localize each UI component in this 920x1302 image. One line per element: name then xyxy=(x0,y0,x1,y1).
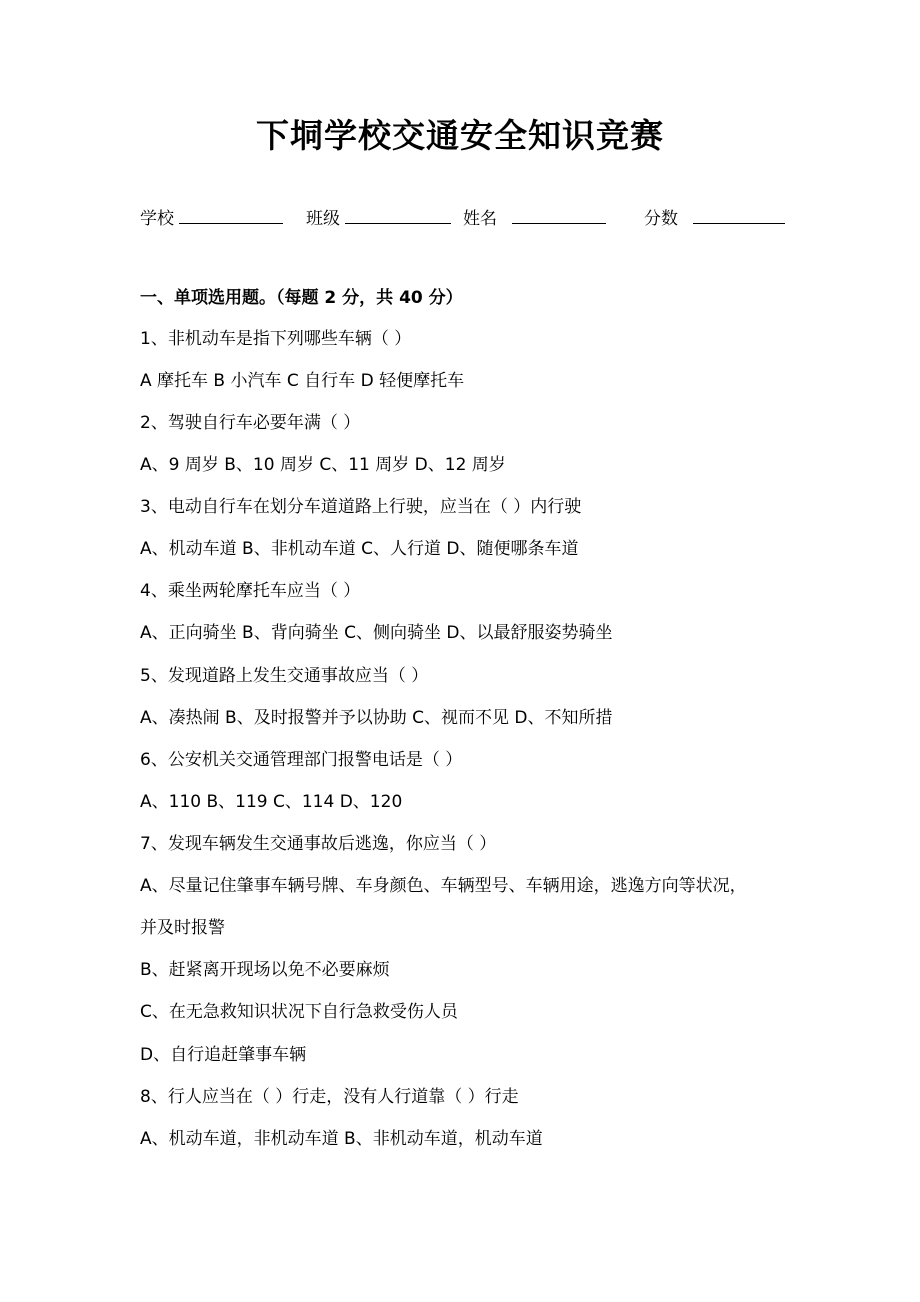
options-line: A、正向骑坐 B、背向骑坐 C、侧向骑坐 D、以最舒服姿势骑坐 xyxy=(140,623,613,643)
options-line: A、凑热闹 B、及时报警并予以协助 C、视而不见 D、不知所措 xyxy=(140,708,613,728)
school-blank xyxy=(179,205,283,224)
school-label: 学校 xyxy=(140,209,174,229)
question-line: 3、电动自行车在划分车道道路上行驶，应当在（ ）内行驶 xyxy=(140,497,582,517)
name-field xyxy=(463,205,606,232)
options-line: A、110 B、119 C、114 D、120 xyxy=(140,792,403,812)
section-heading: 一、单项选用题。（每题 2 分，共 40 分） xyxy=(140,288,463,308)
question-line: 8、行人应当在（ ）行走，没有人行道靠（ ）行走 xyxy=(140,1087,519,1107)
option-line: C、在无急救知识状况下自行急救受伤人员 xyxy=(140,1002,458,1022)
student-info-row xyxy=(0,205,920,235)
question-line: 1、非机动车是指下列哪些车辆（ ） xyxy=(140,329,412,349)
question-line: 5、发现道路上发生交通事故应当（ ） xyxy=(140,666,429,686)
question-line: 6、公安机关交通管理部门报警电话是（ ） xyxy=(140,750,463,770)
page-title: 下垌学校交通安全知识竞赛 xyxy=(256,116,664,155)
options-line: A、机动车道 B、非机动车道 C、人行道 D、随便哪条车道 xyxy=(140,539,579,559)
name-label: 姓名 xyxy=(463,209,497,229)
options-line: A、9 周岁 B、10 周岁 C、11 周岁 D、12 周岁 xyxy=(140,455,506,475)
class-blank xyxy=(345,205,451,224)
score-label: 分数 xyxy=(644,209,678,229)
options-line: A 摩托车 B 小汽车 C 自行车 D 轻便摩托车 xyxy=(140,371,465,391)
question-line: 2、驾驶自行车必要年满（ ） xyxy=(140,413,361,433)
school-field xyxy=(140,205,283,232)
option-line: D、自行追赶肇事车辆 xyxy=(140,1045,307,1065)
option-line: 并及时报警 xyxy=(140,918,225,938)
option-line: B、赶紧离开现场以免不必要麻烦 xyxy=(140,960,390,980)
name-blank xyxy=(512,205,606,224)
class-label: 班级 xyxy=(306,209,340,229)
options-line: A、机动车道，非机动车道 B、非机动车道，机动车道 xyxy=(140,1129,543,1149)
score-field xyxy=(644,205,785,232)
question-line: 7、发现车辆发生交通事故后逃逸，你应当（ ） xyxy=(140,834,497,854)
score-blank xyxy=(693,205,785,224)
option-line: A、尽量记住肇事车辆号牌、车身颜色、车辆型号、车辆用途，逃逸方向等状况， xyxy=(140,876,747,896)
class-field xyxy=(306,205,451,232)
question-line: 4、乘坐两轮摩托车应当（ ） xyxy=(140,581,361,601)
